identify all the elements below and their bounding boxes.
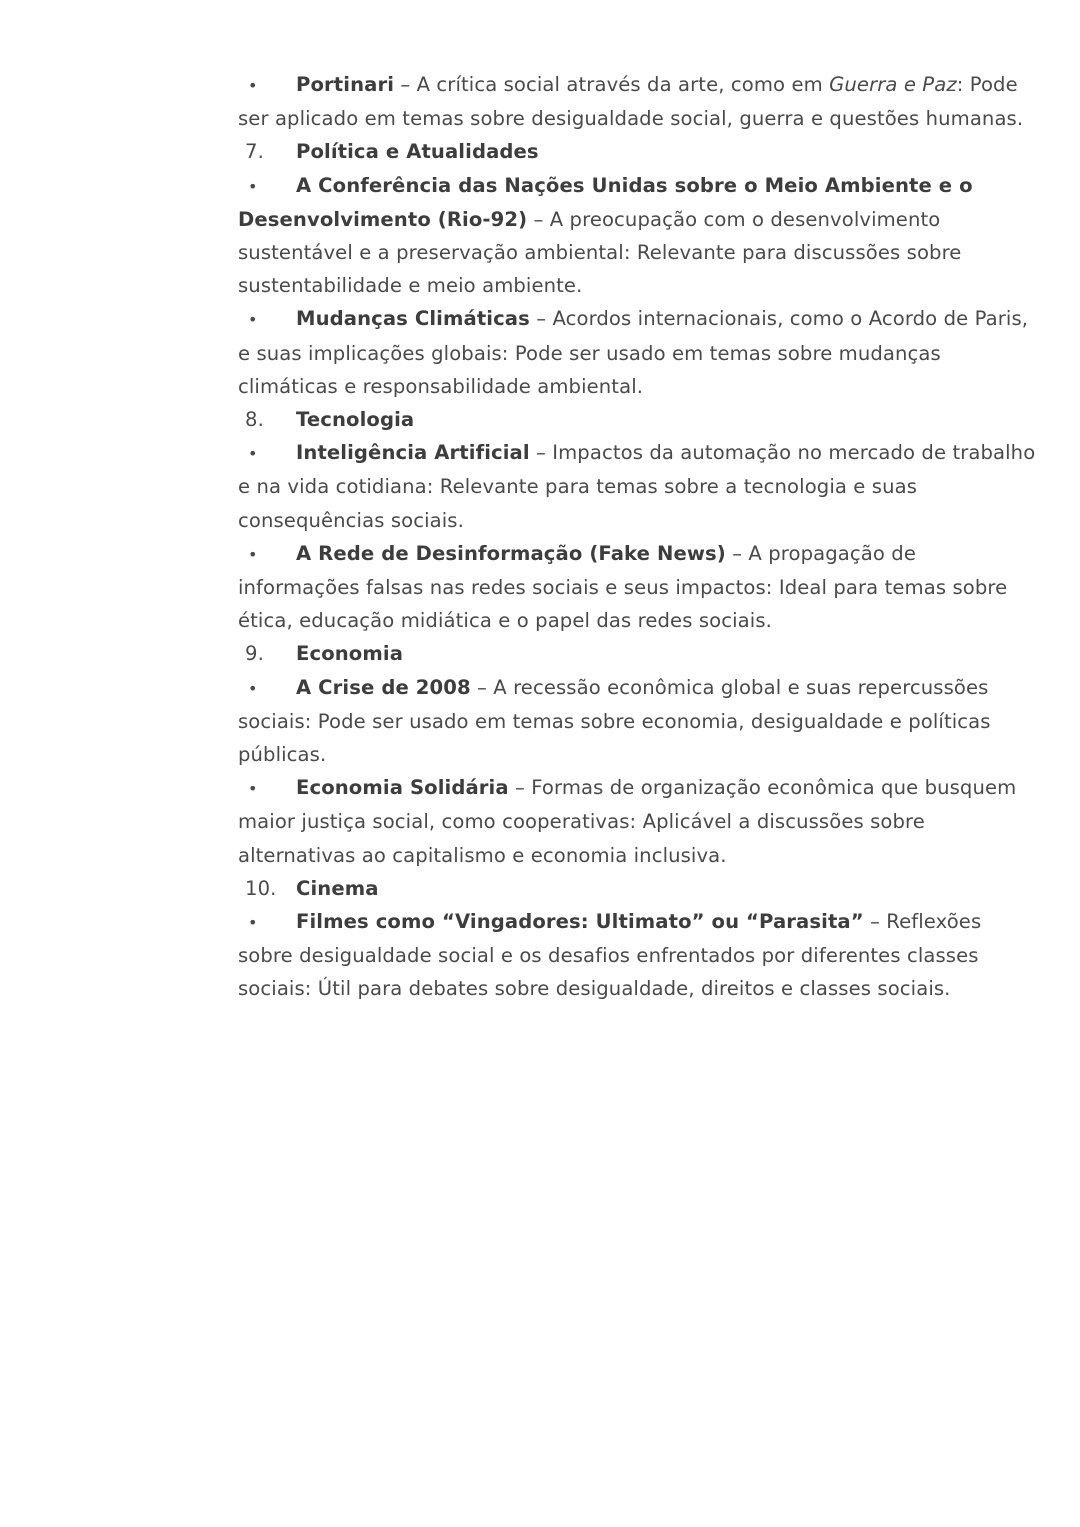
section-title: Tecnologia: [296, 408, 415, 432]
bullet-marker: •: [248, 544, 258, 564]
section-number: 7.: [245, 140, 264, 164]
list-item-filmes: [238, 905, 1038, 1006]
document-page: [238, 68, 1038, 1006]
section-heading-cinema: [238, 872, 1038, 905]
list-item-inteligencia-artificial: [238, 436, 1038, 537]
list-item-economia-solidaria: [238, 771, 1038, 872]
item-text: – A preocupação com o desenvolvimento sustentável e a preservação ambiental: Relevante para discussões sobre sustentabilidade e meio ambiente.: [238, 207, 962, 298]
item-text: – A recessão econômica global e suas repercussões sociais: Pode ser usado em temas sobre economia, desigualdade e políticas públicas.: [238, 675, 991, 767]
item-text: – A propagação de informações falsas nas redes sociais e seus impactos: Ideal para temas sobre ética, educação midiática e o papel das redes sociais.: [238, 541, 1008, 633]
bullet-marker: •: [248, 678, 258, 698]
bullet-marker: •: [248, 444, 258, 464]
section-heading-politica: [238, 135, 1038, 168]
item-title: Economia Solidária: [296, 776, 509, 800]
section-title: Economia: [296, 642, 404, 666]
item-text: – Acordos internacionais, como o Acordo de Paris, e suas implicações globais: Pode ser usado em temas sobre mudanças climáticas e responsabilidade ambiental.: [238, 307, 1029, 398]
item-text: – Reflexões sobre desigualdade social e os desafios enfrentados por diferentes classes sociais: Útil para debates sobre desigualdade, direitos e classes sociais.: [238, 910, 982, 1001]
item-italic-title: Guerra e Paz: [829, 73, 957, 96]
item-title: A Conferência das Nações Unidas sobre o Meio Ambiente e o Desenvolvimento (Rio-92): [238, 173, 973, 231]
item-text: : Pode ser aplicado em temas sobre desigualdade social, guerra e questões humanas.: [238, 73, 1024, 131]
section-title: Política e Atualidades: [296, 140, 539, 164]
item-title: A Crise de 2008: [296, 675, 471, 699]
bullet-marker: •: [248, 176, 258, 196]
section-number: 9.: [245, 642, 264, 666]
section-number: 8.: [245, 408, 264, 432]
item-text: – Formas de organização econômica que busquem maior justiça social, como cooperativas: Aplicável a discussões sobre alternativas ao capitalismo e economia inclusiva.: [238, 776, 1017, 867]
bullet-marker: •: [248, 310, 258, 330]
bullet-marker: •: [248, 779, 258, 799]
list-item-portinari: [238, 68, 1038, 135]
item-title: Mudanças Climáticas: [296, 307, 530, 331]
section-heading-economia: [238, 637, 1038, 670]
item-title: Inteligência Artificial: [296, 441, 530, 465]
item-title: A Rede de Desinformação (Fake News): [296, 541, 726, 565]
list-item-fake-news: [238, 537, 1038, 638]
list-item-crise-2008: [238, 671, 1038, 772]
section-number: 10.: [245, 876, 277, 900]
bullet-marker: •: [248, 913, 258, 933]
list-item-rio-92: [238, 169, 1038, 303]
item-title: Portinari: [296, 73, 395, 96]
section-title: Cinema: [296, 876, 379, 900]
item-text: – Impactos da automação no mercado de trabalho e na vida cotidiana: Relevante para temas sobre a tecnologia e suas consequências sociais.: [238, 441, 1036, 532]
bullet-marker: •: [248, 76, 258, 95]
item-title: Filmes como “Vingadores: Ultimato” ou “Parasita”: [296, 910, 864, 934]
list-item-mudancas-climaticas: [238, 302, 1038, 403]
item-text: – A crítica social através da arte, como em: [394, 73, 830, 96]
section-heading-tecnologia: [238, 403, 1038, 436]
